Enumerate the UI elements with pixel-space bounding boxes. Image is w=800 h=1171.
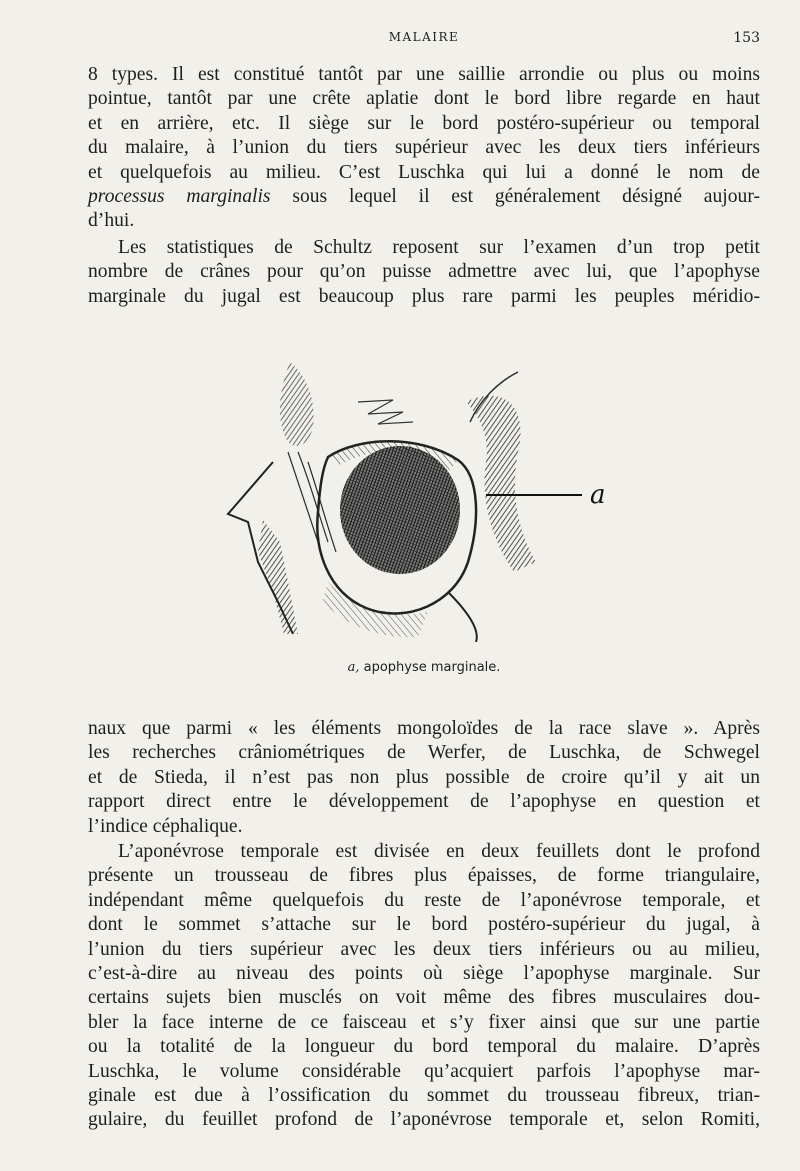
text-line: bler la face interne de ce faisceau et s’y fixer ainsi que sur une partie bbox=[88, 1011, 760, 1033]
figure-caption bbox=[88, 660, 760, 675]
text-line: gulaire, du feuillet profond de l’aponévrose temporale et, selon Romiti, bbox=[88, 1109, 760, 1131]
text-line: marginale du jugal est beaucoup plus rare parmi les peuples méridio- bbox=[88, 285, 760, 307]
text-line: l’union du tiers supérieur avec les deux tiers inférieurs ou au milieu, bbox=[88, 938, 760, 960]
text-line: et de Stieda, il n’est pas non plus possible de croire qu’il y ait un bbox=[88, 766, 760, 788]
text-line: ou la totalité de la longueur du bord temporal du malaire. D’après bbox=[88, 1036, 760, 1058]
text-line: et en arrière, etc. Il siège sur le bord postéro-supérieur ou temporal bbox=[88, 112, 760, 134]
running-title: MALAIRE bbox=[388, 30, 460, 44]
text-line: 8 types. Il est constitué tantôt par une saillie arrondie ou plus ou moins bbox=[88, 64, 760, 85]
text-line: et quelquefois au milieu. C’est Luschka qui lui a donné le nom de bbox=[88, 161, 760, 183]
text-line: ginale est due à l’ossification du sommet du trousseau fibreux, trian- bbox=[88, 1084, 760, 1106]
text-line: indépendant même quelquefois du reste de l’aponévrose temporale, et bbox=[88, 889, 760, 911]
maxilla-shading bbox=[258, 520, 298, 634]
paragraph-mongoloides bbox=[88, 717, 760, 839]
page-header bbox=[88, 28, 760, 48]
infraorbital-shading bbox=[323, 582, 428, 637]
text-line: L’aponévrose temporale est divisée en deux feuillets dont le profond bbox=[118, 841, 760, 862]
skull-orbit-illustration bbox=[218, 342, 610, 642]
paragraph-schultz bbox=[88, 236, 760, 309]
text-line: rapport direct entre le développement de l’apophyse en question et bbox=[88, 791, 760, 813]
text-line: dont le sommet s’attache sur le bord postéro-supérieur du jugal, à bbox=[88, 914, 760, 936]
text-line: pointue, tantôt par une crête aplatie dont le bord libre regarde en haut bbox=[88, 88, 760, 110]
figure-label-a: a bbox=[590, 480, 606, 510]
text-line bbox=[88, 185, 760, 209]
text-line: les recherches crâniométriques de Werfer, de Luschka, de Schwegel bbox=[88, 742, 760, 764]
page-number: 153 bbox=[733, 30, 760, 46]
text-line: présente un trousseau de fibres plus épaisses, de forme triangulaire, bbox=[88, 865, 760, 887]
caption-text: apophyse marginale. bbox=[359, 660, 501, 675]
caption-letter: a, bbox=[347, 660, 360, 675]
text-line: du malaire, à l’union du tiers supérieur avec les deux tiers inférieurs bbox=[88, 137, 760, 159]
malar-lower-curve bbox=[448, 592, 477, 642]
text-line: certains sujets bien musclés on voit même des fibres musculaires dou- bbox=[88, 987, 760, 1009]
text-line: c’est-à-dire au niveau des points où siège l’apophyse marginale. Sur bbox=[88, 962, 760, 984]
text-line: Luschka, le volume considérable qu’acquiert parfois l’apophyse mar- bbox=[88, 1060, 760, 1082]
zygomatic-shading bbox=[466, 396, 536, 572]
paragraph-processus-marginalis bbox=[88, 63, 760, 234]
text-line: l’indice céphalique. bbox=[88, 815, 243, 837]
nasal-bone-shading bbox=[280, 362, 314, 446]
text-line: Les statistiques de Schultz reposent sur l’examen d’un trop petit bbox=[118, 237, 760, 258]
nasal-process-lines bbox=[288, 452, 336, 552]
text-line: d’hui. bbox=[88, 210, 135, 232]
latin-term: processus marginalis bbox=[88, 185, 271, 207]
brow-hatching bbox=[358, 400, 413, 424]
paragraph-aponevrose-temporale bbox=[88, 840, 760, 1133]
text-line: nombre de crânes pour qu’on puisse admettre avec lui, que l’apophyse bbox=[88, 261, 760, 283]
text-fragment: sous lequel il est généralement désigné aujour- bbox=[270, 185, 760, 207]
text-line: naux que parmi « les éléments mongoloïdes de la race slave ». Après bbox=[88, 718, 760, 739]
